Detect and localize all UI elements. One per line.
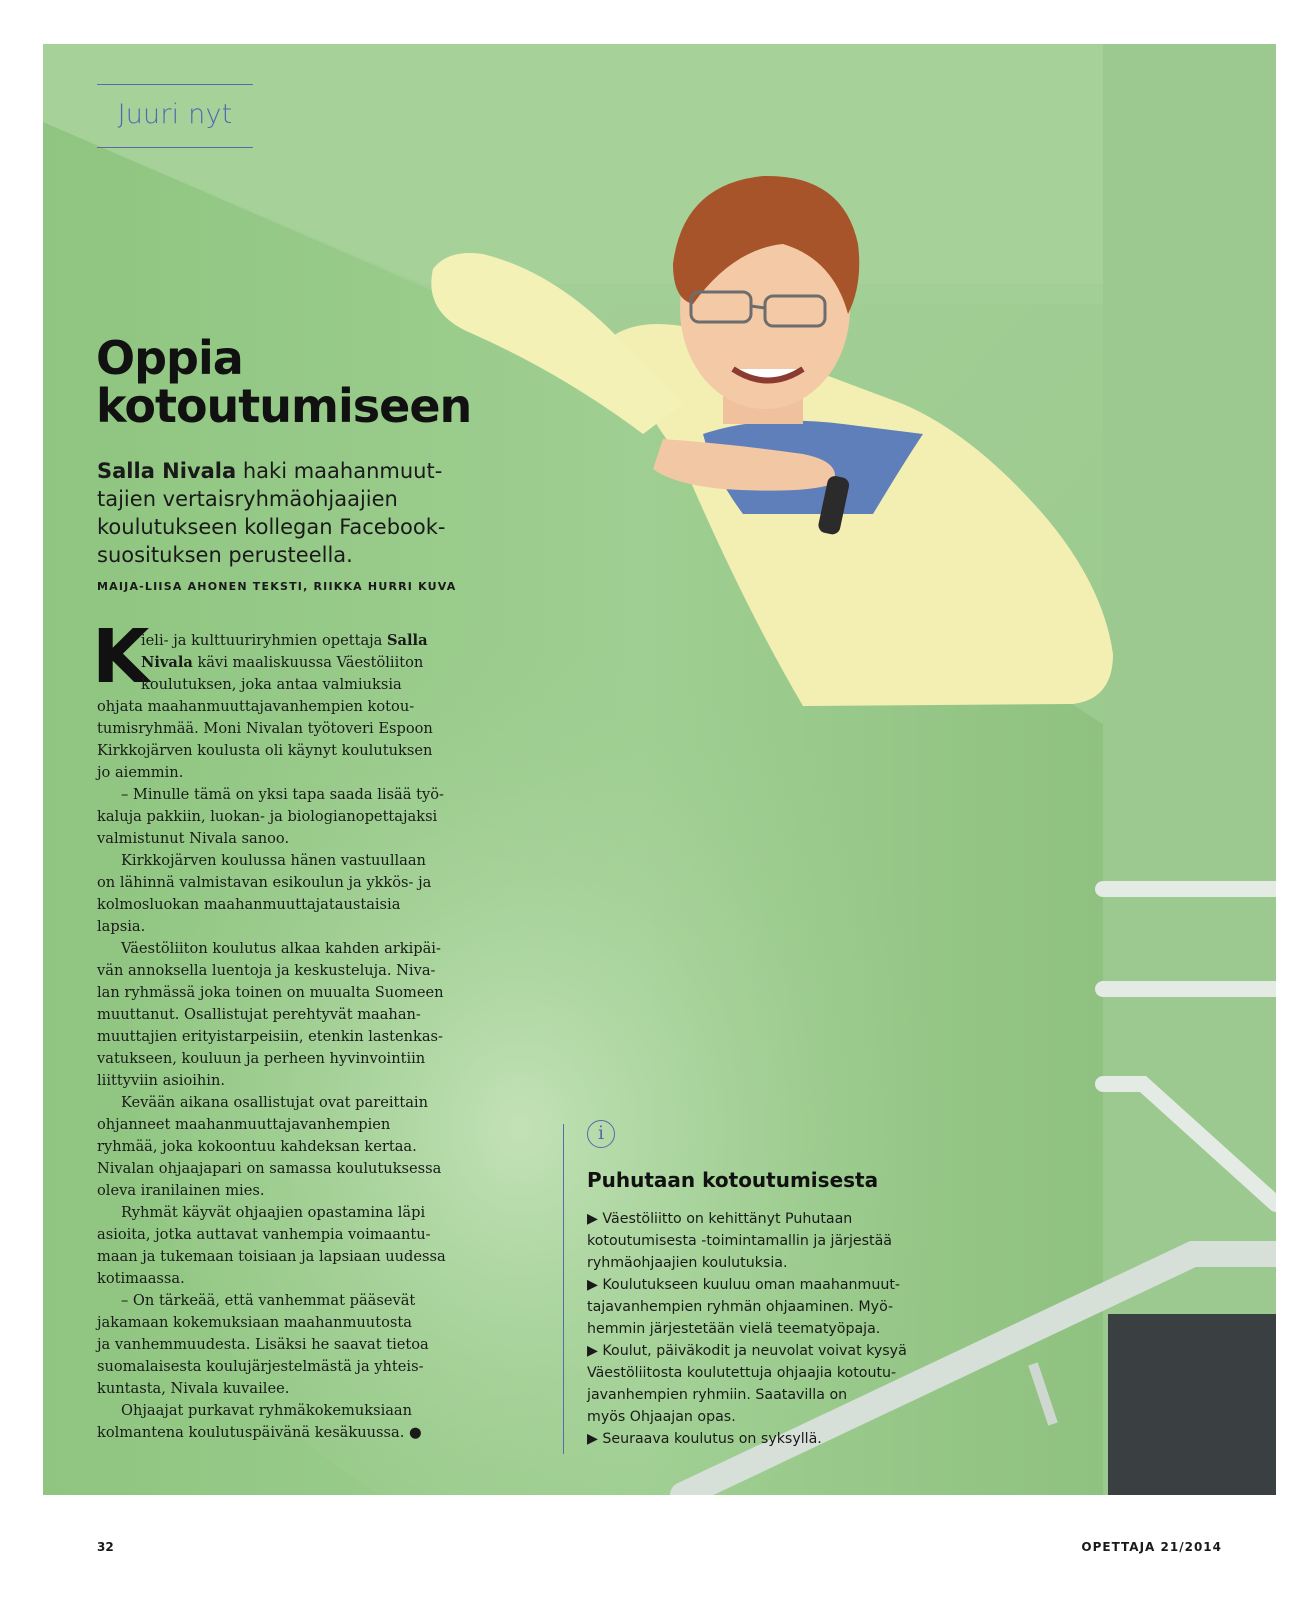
- body-line: maan ja tukemaan toisiaan ja lapsiaan uudessa: [97, 1248, 446, 1265]
- body-line: Kevään aikana osallistujat ovat pareittain: [121, 1094, 428, 1111]
- body-line: kaluja pakkiin, luokan- ja biologianopettajaksi: [97, 808, 438, 825]
- infobox-line: Väestöliitosta koulutettuja ohjaajia kotoutu-: [587, 1365, 897, 1381]
- infobox-body: [587, 1208, 947, 1450]
- infobox-line: ▶ Seuraava koulutus on syksyllä.: [587, 1431, 822, 1447]
- body-line: muuttajien erityistarpeisiin, etenkin lastenkas-: [97, 1028, 443, 1045]
- body-line: lapsia.: [97, 918, 146, 935]
- body-line: on lähinnä valmistavan esikoulun ja ykkös- ja: [97, 874, 432, 891]
- body-line: Nivala kävi maaliskuussa Väestöliiton: [141, 654, 424, 671]
- body-line: koulutuksen, joka antaa valmiuksia: [141, 676, 402, 693]
- article-title: [96, 331, 516, 433]
- infobox-line: hemmin järjestetään vielä teematyöpaja.: [587, 1321, 881, 1337]
- info-icon: i: [587, 1120, 615, 1148]
- lead-line: tajien vertaisryhmäohjaajien: [97, 487, 398, 511]
- body-line: lan ryhmässä joka toinen on muualta Suomeen: [97, 984, 444, 1001]
- body-line: liittyviin asioihin.: [97, 1072, 226, 1089]
- byline: MAIJA-LIISA AHONEN TEKSTI, RIIKKA HURRI KUVA: [97, 580, 457, 593]
- page-number: 32: [97, 1540, 114, 1554]
- infobox-line: ▶ Väestöliitto on kehittänyt Puhutaan: [587, 1211, 853, 1227]
- body-line: Väestöliiton koulutus alkaa kahden arkipäi-: [121, 940, 441, 957]
- body-line: ohjanneet maahanmuuttajavanhempien: [97, 1116, 391, 1133]
- body-line: Ohjaajat purkavat ryhmäkokemuksiaan: [121, 1402, 413, 1419]
- body-line: suomalaisesta koulujärjestelmästä ja yhteis-: [97, 1358, 424, 1375]
- infobox-rule: [563, 1124, 564, 1454]
- body-line: asioita, jotka auttavat vanhempia voimaantu-: [97, 1226, 431, 1243]
- infobox-line: ▶ Koulutukseen kuuluu oman maahanmuut-: [587, 1277, 901, 1293]
- body-line: – Minulle tämä on yksi tapa saada lisää työ-: [121, 786, 444, 803]
- infobox-line: tajavanhempien ryhmän ohjaaminen. Myö-: [587, 1299, 894, 1315]
- lead-line: suosituksen perusteella.: [97, 543, 353, 567]
- body-line: kolmosluokan maahanmuuttajataustaisia: [97, 896, 401, 913]
- body-line: muuttanut. Osallistujat perehtyvät maahan-: [97, 1006, 421, 1023]
- body-line: – On tärkeää, että vanhemmat pääsevät: [121, 1292, 416, 1309]
- section-label: Juuri nyt: [117, 99, 233, 130]
- body-line: kuntasta, Nivala kuvailee.: [97, 1380, 290, 1397]
- infobox-line: javanhempien ryhmiin. Saatavilla on: [587, 1387, 848, 1403]
- body-line: kotimaassa.: [97, 1270, 185, 1287]
- publication-issue: OPETTAJA 21/2014: [1081, 1540, 1222, 1554]
- title-line: kotoutumiseen: [96, 379, 472, 433]
- body-line: ja vanhemmuudesta. Lisäksi he saavat tietoa: [97, 1336, 429, 1353]
- body-line: ryhmää, joka kokoontuu kahdeksan kertaa.: [97, 1138, 417, 1155]
- body-line: kolmantena koulutuspäivänä kesäkuussa. ●: [97, 1424, 422, 1441]
- body-line: Nivalan ohjaajapari on samassa koulutuksessa: [97, 1160, 442, 1177]
- drop-cap: K: [92, 614, 150, 700]
- body-line: Kirkkojärven koulussa hänen vastuullaan: [121, 852, 426, 869]
- lead-line: koulutukseen kollegan Facebook-: [97, 515, 446, 539]
- infobox-title: Puhutaan kotoutumisesta: [587, 1168, 879, 1192]
- lead-line: haki maahanmuut-: [236, 459, 443, 483]
- body-line: tumisryhmää. Moni Nivalan työtoveri Espoon: [97, 720, 433, 737]
- infobox-line: ryhmäohjaajien koulutuksia.: [587, 1255, 788, 1271]
- article-lead: [97, 457, 487, 569]
- infobox-line: kotoutumisesta -toimintamallin ja järjestää: [587, 1233, 893, 1249]
- lead-name: Salla Nivala: [97, 459, 237, 483]
- body-line: vatukseen, kouluun ja perheen hyvinvointiin: [97, 1050, 426, 1067]
- body-line: Ryhmät käyvät ohjaajien opastamina läpi: [121, 1204, 426, 1221]
- title-line: Oppia: [96, 331, 243, 385]
- body-line: ohjata maahanmuuttajavanhempien kotou-: [97, 698, 415, 715]
- body-line: ieli- ja kulttuuriryhmien opettaja Salla: [141, 632, 428, 649]
- infobox-line: myös Ohjaajan opas.: [587, 1409, 736, 1425]
- body-line: Kirkkojärven koulusta oli käynyt koulutuksen: [97, 742, 433, 759]
- body-line: jo aiemmin.: [97, 764, 184, 781]
- infobox-line: ▶ Koulut, päiväkodit ja neuvolat voivat kysyä: [587, 1343, 907, 1359]
- body-line: oleva iranilainen mies.: [97, 1182, 265, 1199]
- body-line: vän annoksella luentoja ja keskusteluja. Niva-: [97, 962, 436, 979]
- article-body: [97, 630, 477, 1444]
- body-line: jakamaan kokemuksiaan maahanmuutosta: [97, 1314, 412, 1331]
- section-tag: [97, 84, 253, 148]
- body-line: valmistunut Nivala sanoo.: [97, 830, 290, 847]
